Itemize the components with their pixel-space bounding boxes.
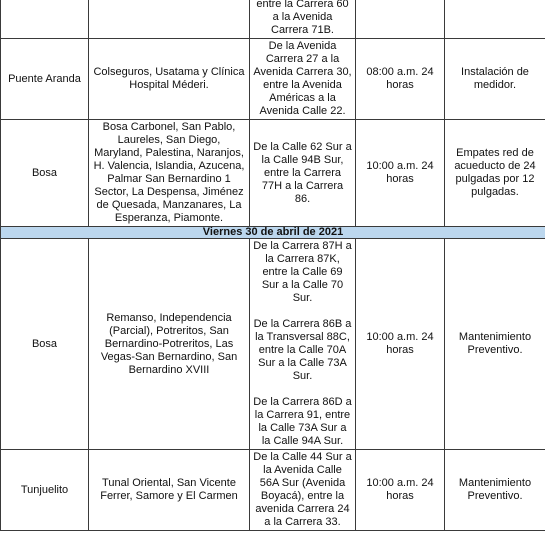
neighborhoods-cell: Remanso, Independencia (Parcial), Potreritos, San Bernardino-Potreritos, Las Vegas-San Bernardino, San Bernardino XVIII: [89, 239, 250, 450]
neighborhoods-cell: Tunal Oriental, San Vicente Ferrer, Samore y El Carmen: [89, 450, 250, 531]
sector-cell: [250, 239, 356, 450]
table-body-before: [1, 0, 545, 227]
neighborhoods-cell: Colseguros, Usatama y Clínica Hospital Méderi.: [89, 39, 250, 120]
sector-paragraph: De la Calle 62 Sur a la Calle 94B Sur, entre la Carrera 77H a la Carrera 86.: [253, 140, 352, 205]
time-cell: 10:00 a.m. 24 horas: [356, 239, 445, 450]
date-section: [1, 227, 545, 239]
sector-paragraph: De la Calle 44 Sur a la Avenida Calle 56A Sur (Avenida Boyacá), entre la avenida Carrera 24 a la Carrera 33.: [253, 451, 352, 528]
sector-cell: [250, 39, 356, 120]
sector-paragraph: De la Carrera 86D a la Carrera 91, entre la Calle 73A Sur a la Calle 94A Sur.: [253, 396, 352, 447]
date-header-row: [1, 227, 545, 239]
locality-cell: Bosa: [1, 239, 89, 450]
time-cell: 10:00 a.m. 24 horas: [356, 120, 445, 227]
time-cell: [356, 0, 445, 39]
sector-cell: [250, 450, 356, 531]
locality-cell: Puente Aranda: [1, 39, 89, 120]
reason-cell: Mantenimiento Preventivo.: [445, 450, 545, 531]
table-row: [1, 0, 545, 39]
neighborhoods-cell: Bosa Carbonel, San Pablo, Laureles, San Diego, Maryland, Palestina, Naranjos, H. Valencia, Islandia, Azucena, Palmar San Bernardino 1 Sector, La Despensa, Jiménez de Quesada, Manzanares, La Esperanza, Piamonte.: [89, 120, 250, 227]
reason-cell: Empates red de acueducto de 24 pulgadas por 12 pulgadas.: [445, 120, 545, 227]
locality-cell: Tunjuelito: [1, 450, 89, 531]
sector-paragraph: De la Avenida Carrera 27 a la Avenida Carrera 30, entre la Avenida Américas a la Avenida Calle 22.: [253, 40, 352, 117]
time-cell: 10:00 a.m. 24 horas: [356, 450, 445, 531]
time-cell: 08:00 a.m. 24 horas: [356, 39, 445, 120]
table-row: [1, 120, 545, 227]
table-row: [1, 39, 545, 120]
date-header: Viernes 30 de abril de 2021: [1, 227, 545, 239]
reason-cell: [445, 0, 545, 39]
neighborhoods-cell: [89, 0, 250, 39]
locality-cell: [1, 0, 89, 39]
reason-cell: Instalación de medidor.: [445, 39, 545, 120]
sector-cell: [250, 120, 356, 227]
sector-cell: [250, 0, 356, 39]
sector-paragraph: entre la Carrera 60 a la Avenida Carrera 71B.: [256, 0, 349, 36]
sector-paragraph: De la Carrera 86B a la Transversal 88C, entre la Calle 70A Sur a la Calle 73A Sur.: [253, 318, 352, 382]
sector-paragraph: De la Carrera 87H a la Carrera 87K, entre la Calle 69 Sur a la Calle 70 Sur.: [253, 240, 352, 304]
reason-cell: Mantenimiento Preventivo.: [445, 239, 545, 450]
table-body-after: [1, 239, 545, 531]
table-row: [1, 239, 545, 450]
locality-cell: Bosa: [1, 120, 89, 227]
table-row: [1, 450, 545, 531]
